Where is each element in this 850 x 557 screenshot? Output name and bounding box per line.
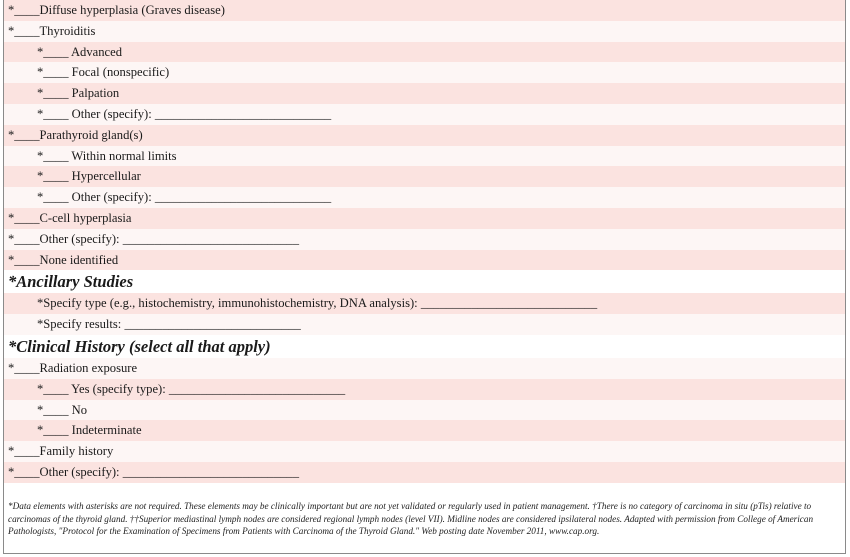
checklist-item[interactable]: *____Other (specify): ____________________________: [4, 462, 845, 483]
checklist-item[interactable]: *____Family history: [4, 441, 845, 462]
checklist-item[interactable]: *____C-cell hyperplasia: [4, 208, 845, 229]
checklist-rows: [4, 0, 845, 483]
checklist-item[interactable]: *____ Within normal limits: [4, 146, 845, 167]
footnote: *Data elements with asterisks are not required. These elements may be clinically important but are not yet validated or regularly used in patient management. †There is no category of carcinoma in situ (pTis) relative to carcinomas of the thyroid gland. ††Superior mediastinal lymph nodes are considered regional lymph nodes (level VII). Midline nodes are considered ipsilateral nodes. Adapted with permission from College of American Pathologists, "Protocol for the Examination of Specimens from Patients with Carcinoma of the Thyroid Gland." Web posting date November 2011, www.cap.org.: [8, 501, 814, 536]
checklist-item[interactable]: *____ Hypercellular: [4, 166, 845, 187]
checklist-item[interactable]: *____ No: [4, 400, 845, 421]
checklist-item[interactable]: *____ Yes (specify type): ____________________________: [4, 379, 845, 400]
checklist-item[interactable]: *____Thyroiditis: [4, 21, 845, 42]
checklist-item[interactable]: *____ Other (specify): ____________________________: [4, 187, 845, 208]
section-heading-ancillary-studies: *Ancillary Studies: [4, 270, 845, 293]
checklist-item[interactable]: *____Radiation exposure: [4, 358, 845, 379]
section-heading-clinical-history: *Clinical History (select all that apply): [4, 335, 845, 358]
pathology-checklist-form: [3, 0, 846, 554]
checklist-item[interactable]: *____ Focal (nonspecific): [4, 62, 845, 83]
checklist-item[interactable]: *____Other (specify): ____________________________: [4, 229, 845, 250]
checklist-item[interactable]: *____ Advanced: [4, 42, 845, 63]
checklist-item[interactable]: *____ Indeterminate: [4, 420, 845, 441]
ancillary-field[interactable]: *Specify type (e.g., histochemistry, immunohistochemistry, DNA analysis): ____________________________: [4, 293, 845, 314]
checklist-item[interactable]: *____Diffuse hyperplasia (Graves disease): [4, 0, 845, 21]
ancillary-field[interactable]: *Specify results: ____________________________: [4, 314, 845, 335]
checklist-item[interactable]: *____ Palpation: [4, 83, 845, 104]
checklist-item[interactable]: *____ Other (specify): ____________________________: [4, 104, 845, 125]
checklist-item[interactable]: *____Parathyroid gland(s): [4, 125, 845, 146]
checklist-item[interactable]: *____None identified: [4, 250, 845, 271]
